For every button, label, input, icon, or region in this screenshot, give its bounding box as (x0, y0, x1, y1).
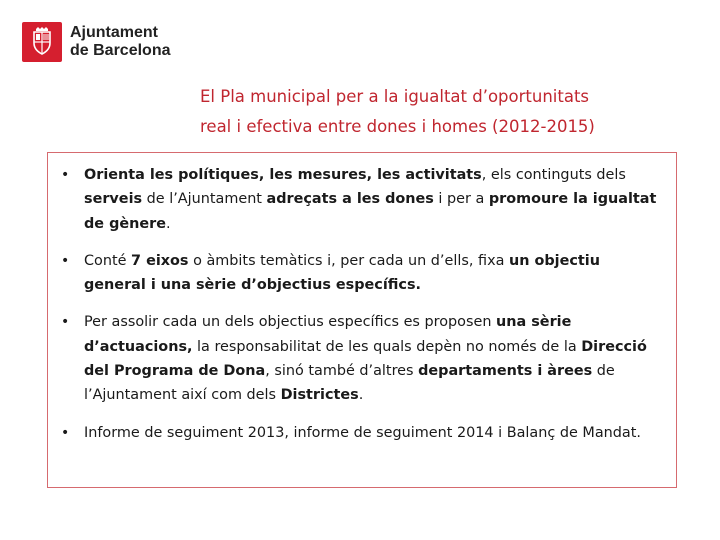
bullet-text: Conté (84, 252, 132, 269)
bullet-text-bold: promoure la igualtat de gènere (84, 191, 657, 232)
bullet-text: de l’Ajuntament (142, 191, 267, 208)
bullet-text-bold: serveis (84, 191, 143, 208)
page-title-line1: El Pla municipal per a la igualtat d’oportunitats (200, 87, 590, 106)
bullet-item (56, 310, 664, 407)
bullet-text-bold: departaments i àrees (418, 363, 593, 380)
bullet-text: , els continguts dels (481, 167, 626, 183)
bullet-text: . (358, 387, 364, 404)
barcelona-city-logo (22, 22, 62, 62)
bullet-text-bold: Orienta les polítiques, les mesures, les activitats (84, 167, 482, 183)
bullet-text: , sinó també d’altres (265, 363, 419, 380)
bullet-dot: • (61, 424, 70, 441)
page-title (200, 82, 700, 142)
bullet-text-bold: adreçats a les dones (266, 191, 434, 208)
bullet-text: la responsabilitat de les quals depèn no només de la (192, 338, 582, 355)
organization-name (70, 24, 170, 60)
bullet-list (56, 163, 664, 445)
bullet-item (56, 421, 664, 445)
bullet-item (56, 163, 664, 236)
page-title-line2: real i efectiva entre dones i homes (2012-2015) (200, 117, 595, 136)
bullet-text: Per assolir cada un dels objectius específics es proposen (84, 314, 497, 331)
bullet-text: o àmbits temàtics i, per cada un d’ells, fixa (188, 252, 509, 269)
bullet-text-bold: un objectiu general i una sèrie d’objectius específics. (84, 252, 600, 294)
bullet-text: Informe de seguiment 2013, informe de seguiment 2014 i Balanç de Mandat. (84, 424, 641, 441)
organization-name-line2: de Barcelona (70, 42, 171, 59)
content-box (47, 152, 677, 488)
bullet-dot: • (61, 314, 70, 331)
bullet-text-bold: 7 eixos (131, 252, 189, 269)
bullet-dot: • (61, 252, 70, 269)
bullet-text: . (166, 215, 171, 232)
bullet-text: i per a (433, 191, 489, 208)
bullet-text-bold: Districtes (280, 387, 359, 404)
bullet-text: de l’Ajuntament així com dels (84, 363, 615, 404)
coat-of-arms-icon (22, 22, 62, 62)
bullet-text-bold: una sèrie d’actuacions, (84, 314, 572, 355)
organization-name-line1: Ajuntament (70, 24, 158, 41)
bullet-text-bold: Direcció del Programa de Dona (84, 338, 647, 380)
bullet-item (56, 249, 664, 298)
bullet-dot: • (61, 167, 70, 183)
